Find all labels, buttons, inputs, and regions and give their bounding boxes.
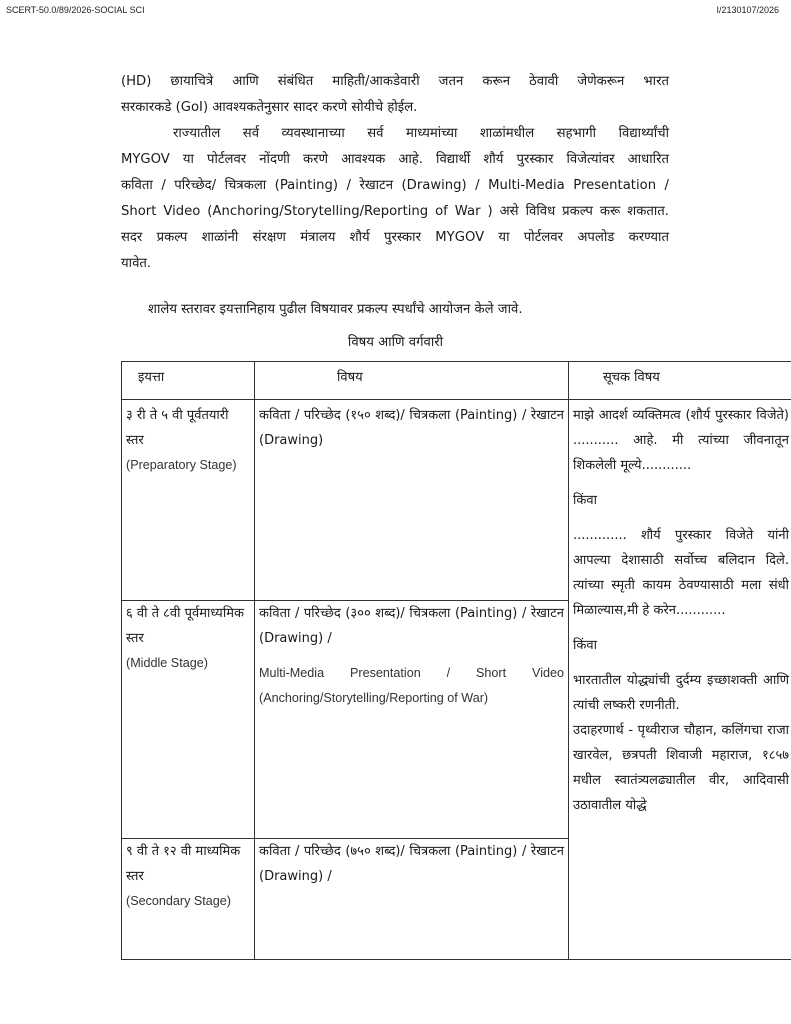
topic-cell [569, 400, 791, 960]
table-caption: विषय आणि वर्गवारी [347, 335, 444, 350]
subject-cell [255, 601, 569, 839]
table-header-row [122, 362, 791, 400]
grade-cell [122, 601, 255, 839]
paragraph-intro [121, 69, 669, 121]
grade-english: (Preparatory Stage) [126, 458, 237, 472]
paragraph-line: कविता / परिच्छेद/ चित्रकला (Painting) / रेखाटन (Drawing) / Multi-Media Presentation / [121, 178, 669, 193]
grade-cell [122, 839, 255, 960]
subject-text: कविता / परिच्छेद (७५० शब्द)/ चित्रकला (Painting) / रेखाटन (Drawing) / [259, 844, 564, 884]
subject-cell [255, 839, 569, 960]
paragraph-line: सदर प्रकल्प शाळांनी संरक्षण मंत्रालय शौर्य पुरस्कार MYGOV या पोर्टलवर अपलोड करण्यात [121, 230, 669, 245]
or-label: किंवा [573, 638, 597, 653]
subject-text: कविता / परिच्छेद (३०० शब्द)/ चित्रकला (Painting) / रेखाटन (Drawing) / [259, 606, 564, 646]
topic-3: भारतातील योद्ध्यांची दुर्दम्य इच्छाशक्ती आणि त्यांची लष्करी रणनीती. [573, 673, 789, 713]
topic-1: माझे आदर्श व्यक्तिमत्व (शौर्य पुरस्कार विजेते) ........... आहे. मी त्यांच्या जीवनातून शिकलेली मूल्ये............ [573, 408, 789, 473]
header-grade: इयत्ता [122, 362, 255, 400]
paragraph-line: सरकारकडे (GoI) आवश्यकतेनुसार सादर करणे सोयीचे होईल. [121, 100, 418, 115]
topic-examples: उदाहरणार्थ - पृथ्वीराज चौहान, कलिंगचा राजा खारवेल, छत्रपती शिवाजी महाराज, १८५७ मधील स्वातंत्र्यलढ्यातील वीर, आदिवासी उठावातील योद्धे [573, 723, 789, 813]
paragraph-competition: शालेय स्तरावर इयत्तानिहाय पुढील विषयावर प्रकल्प स्पर्धांचे आयोजन केले जावे. [148, 302, 523, 317]
paragraph-line: Short Video (Anchoring/Storytelling/Reporting of War ) असे विविध प्रकल्प करू शकतात. [121, 204, 669, 219]
or-label: किंवा [573, 493, 597, 508]
grade-marathi: ३ री ते ५ वी पूर्वतयारी स्तर [126, 408, 229, 448]
paragraph-line: यावेत. [121, 256, 152, 271]
topic-2: ............. शौर्य पुरस्कार विजेते यांनी आपल्या देशासाठी सर्वोच्च बलिदान दिले. त्यांच्या स्मृती कायम ठेवण्यासाठी मला संधी मिळाल्यास,मी हे करेन............ [573, 528, 789, 618]
grade-english: (Middle Stage) [126, 656, 208, 670]
paragraph-line: (HD) छायाचित्रे आणि संबंधित माहिती/आकडेवारी जतन करून ठेवावी जेणेकरून भारत [121, 74, 669, 89]
table-row [122, 400, 791, 601]
grade-marathi: ६ वी ते ८वी पूर्वमाध्यमिक स्तर [126, 606, 244, 646]
paragraph-registration [121, 121, 669, 277]
grade-english: (Secondary Stage) [126, 894, 232, 908]
header-topic: सूचक विषय [569, 362, 791, 400]
document-number: I/2130107/2026 [716, 5, 779, 15]
file-reference: SCERT-50.0/89/2026-SOCIAL SCI [6, 5, 145, 15]
subject-extra: Multi-Media Presentation / Short Video (Anchoring/Storytelling/Reporting of War) [259, 666, 564, 705]
subject-cell [255, 400, 569, 601]
grade-cell [122, 400, 255, 601]
paragraph-line: MYGOV या पोर्टलवर नोंदणी करणे आवश्यक आहे. विद्यार्थी शौर्य पुरस्कार विजेत्यांवर आधारित [121, 152, 669, 167]
subject-text: कविता / परिच्छेद (१५० शब्द)/ चित्रकला (Painting) / रेखाटन (Drawing) [259, 408, 564, 448]
subject-category-table [121, 361, 791, 960]
grade-marathi: ९ वी ते १२ वी माध्यमिक स्तर [126, 844, 241, 884]
header-subject: विषय [255, 362, 569, 400]
paragraph-line: राज्यातील सर्व व्यवस्थानाच्या सर्व माध्यमांच्या शाळांमधील सहभागी विद्यार्थ्यांची [173, 126, 669, 141]
